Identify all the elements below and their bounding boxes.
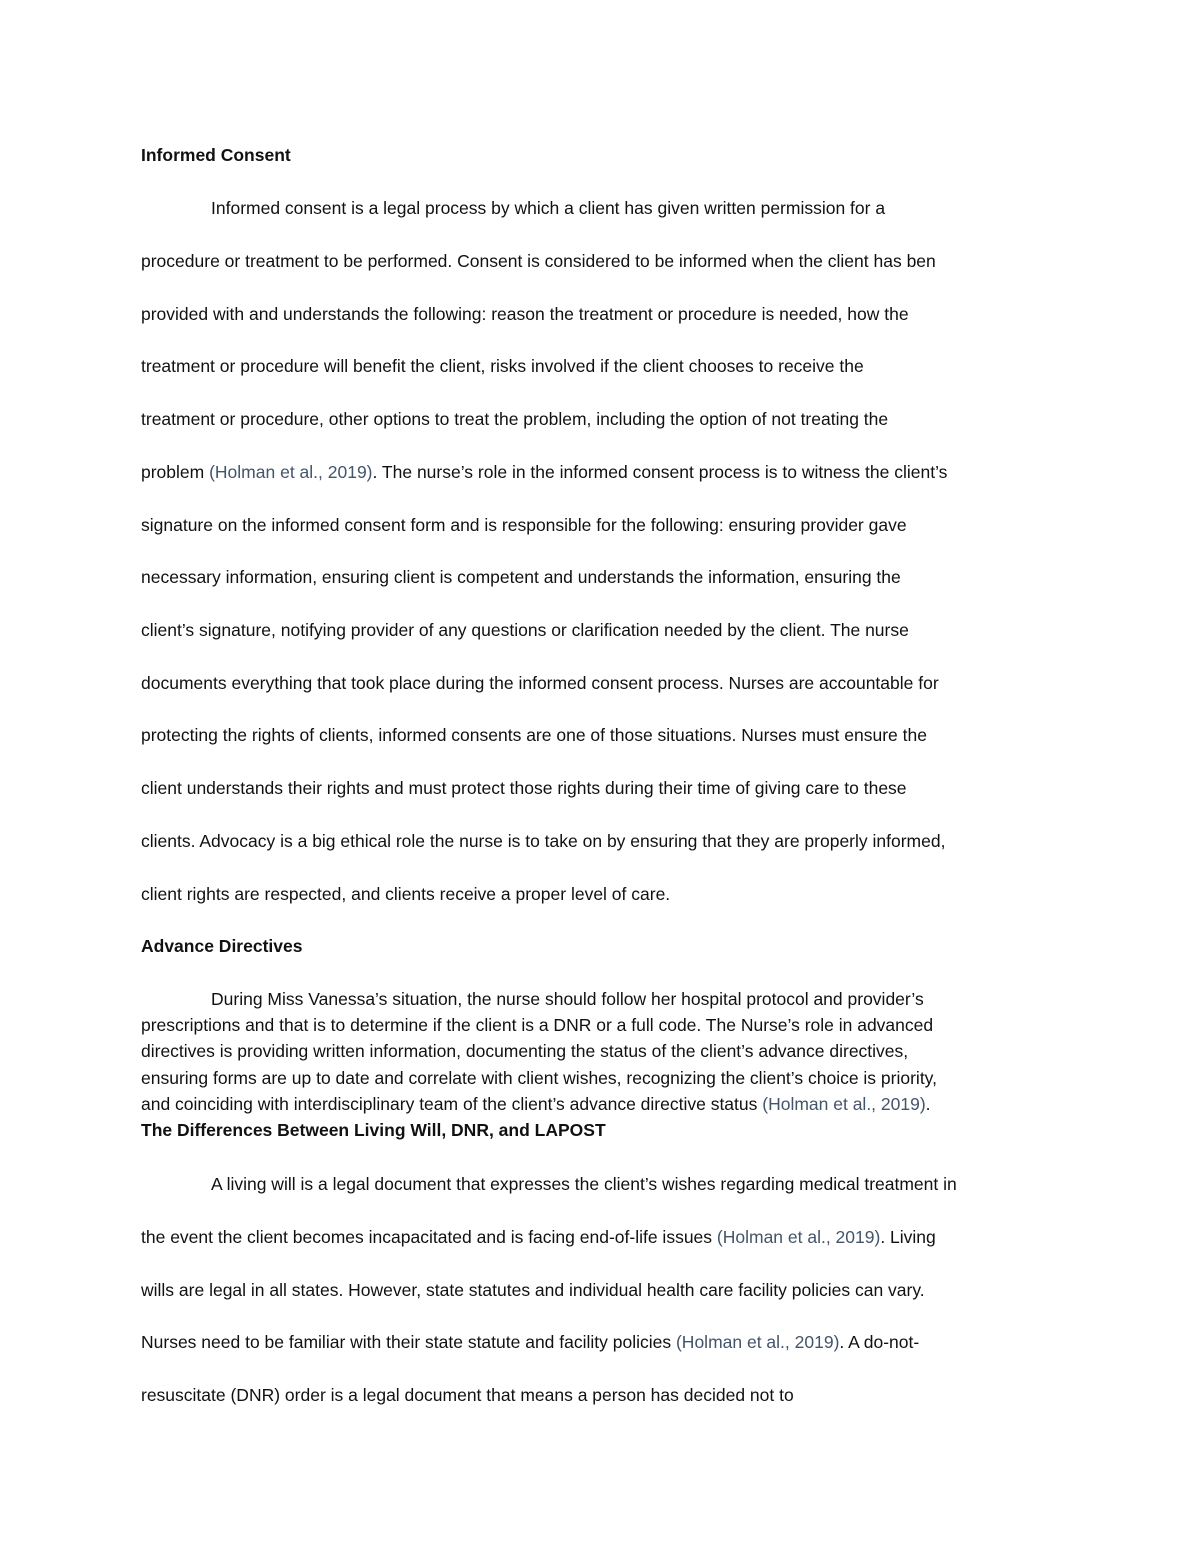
citation: (Holman et al., 2019) <box>675 1332 840 1352</box>
text-span: . A do-not- <box>839 1332 920 1352</box>
differences-line-3: wills are legal in all states. However, state statutes and individual health care facility policies can vary. <box>141 1280 925 1300</box>
text-span: problem <box>141 462 210 482</box>
differences-line-1: A living will is a legal document that expresses the client’s wishes regarding medical treatment in <box>211 1174 957 1194</box>
heading-informed-consent: Informed Consent <box>141 145 291 165</box>
text-span: Nurses need to be familiar with their state statute and facility policies <box>141 1332 676 1352</box>
text-span: . <box>925 1094 931 1114</box>
citation: (Holman et al., 2019) <box>209 462 373 482</box>
informed-consent-line-8: necessary information, ensuring client is competent and understands the information, ensuring the <box>141 567 901 587</box>
informed-consent-line-5: treatment or procedure, other options to treat the problem, including the option of not treating the <box>141 409 889 429</box>
informed-consent-line-3: provided with and understands the following: reason the treatment or procedure is needed, how the <box>141 304 909 324</box>
informed-consent-line-12: client understands their rights and must protect those rights during their time of giving care to these <box>141 778 907 798</box>
advance-directives-line-4: ensuring forms are up to date and correlate with client wishes, recognizing the client’s choice is priority, <box>141 1068 937 1088</box>
informed-consent-line-11: protecting the rights of clients, informed consents are one of those situations. Nurses must ensure the <box>141 725 927 745</box>
heading-differences: The Differences Between Living Will, DNR, and LAPOST <box>141 1120 606 1140</box>
informed-consent-line-1: Informed consent is a legal process by which a client has given written permission for a <box>211 198 886 218</box>
informed-consent-line-6 <box>141 462 947 483</box>
differences-line-4 <box>141 1332 919 1353</box>
informed-consent-line-10: documents everything that took place during the informed consent process. Nurses are accountable for <box>141 673 939 693</box>
informed-consent-line-4: treatment or procedure will benefit the client, risks involved if the client chooses to receive the <box>141 356 864 376</box>
differences-line-5: resuscitate (DNR) order is a legal document that means a person has decided not to <box>141 1385 794 1405</box>
informed-consent-line-9: client’s signature, notifying provider of any questions or clarification needed by the client. The nurse <box>141 620 909 640</box>
text-span: . The nurse’s role in the informed consent process is to witness the client’s <box>372 462 948 482</box>
differences-line-2 <box>141 1227 936 1248</box>
informed-consent-line-13: clients. Advocacy is a big ethical role the nurse is to take on by ensuring that they are properly informed, <box>141 831 946 851</box>
citation: (Holman et al., 2019) <box>762 1094 926 1114</box>
text-span: . Living <box>880 1227 936 1247</box>
text-span: the event the client becomes incapacitated and is facing end-of-life issues <box>141 1227 717 1247</box>
informed-consent-line-14: client rights are respected, and clients receive a proper level of care. <box>141 884 671 904</box>
advance-directives-line-2: prescriptions and that is to determine if the client is a DNR or a full code. The Nurse’s role in advanced <box>141 1015 934 1035</box>
text-span: and coinciding with interdisciplinary team of the client’s advance directive status <box>141 1094 763 1114</box>
advance-directives-line-1: During Miss Vanessa’s situation, the nurse should follow her hospital protocol and provider’s <box>211 989 924 1009</box>
informed-consent-line-2: procedure or treatment to be performed. Consent is considered to be informed when the client has ben <box>141 251 936 271</box>
heading-advance-directives: Advance Directives <box>141 936 303 956</box>
advance-directives-line-5 <box>141 1094 931 1115</box>
advance-directives-line-3: directives is providing written information, documenting the status of the client’s advance directives, <box>141 1041 909 1061</box>
citation: (Holman et al., 2019) <box>716 1227 881 1247</box>
informed-consent-line-7: signature on the informed consent form and is responsible for the following: ensuring provider gave <box>141 515 907 535</box>
